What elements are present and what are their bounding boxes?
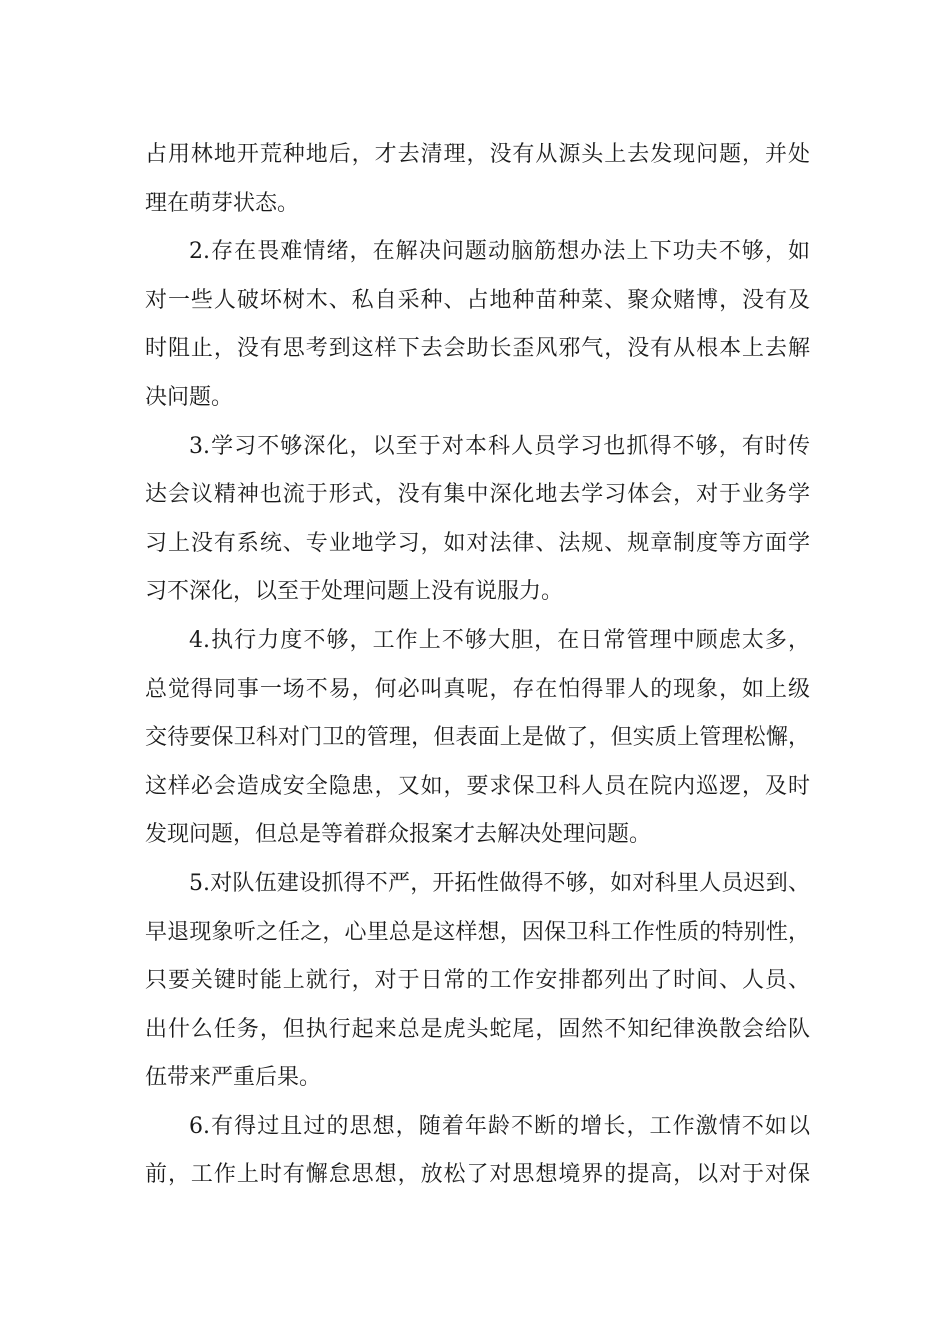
text-line: 出什么任务，但执行起来总是虎头蛇尾，固然不知纪律涣散会给队 xyxy=(145,1016,810,1042)
text-line: 交待要保卫科对门卫的管理，但表面上是做了，但实质上管理松懈， xyxy=(145,725,810,751)
text-line: 只要关键时能上就行，对于日常的工作安排都列出了时间、人员、 xyxy=(145,968,810,994)
text-line: 3.学习不够深化，以至于对本科人员学习也抓得不够，有时传 xyxy=(189,433,810,459)
text-line: 达会议精神也流于形式，没有集中深化地去学习体会，对于业务学 xyxy=(145,482,810,508)
text-line: 这样必会造成安全隐患，又如，要求保卫科人员在院内巡逻，及时 xyxy=(145,773,810,799)
text-line: 总觉得同事一场不易，何必叫真呢，存在怕得罪人的现象，如上级 xyxy=(145,676,810,702)
text-line: 对一些人破坏树木、私自采种、占地种苗种菜、聚众赌博，没有及 xyxy=(145,287,810,313)
text-line: 时阻止，没有思考到这样下去会助长歪风邪气，没有从根本上去解 xyxy=(145,336,810,362)
text-line: 2.存在畏难情绪，在解决问题动脑筋想办法上下功夫不够，如 xyxy=(189,239,810,265)
document-body xyxy=(145,131,810,1200)
text-line: 前，工作上时有懈怠思想，放松了对思想境界的提高，以对于对保 xyxy=(145,1162,810,1188)
text-line: 5.对队伍建设抓得不严，开拓性做得不够，如对科里人员迟到、 xyxy=(189,870,810,896)
text-line: 占用林地开荒种地后，才去清理，没有从源头上去发现问题，并处 xyxy=(145,142,810,167)
text-line: 理在萌芽状态。 xyxy=(145,190,300,216)
text-line: 早退现象听之任之，心里总是这样想，因保卫科工作性质的特别性， xyxy=(145,919,810,945)
text-line: 发现问题，但总是等着群众报案才去解决处理问题。 xyxy=(145,822,652,848)
text-line: 习不深化，以至于处理问题上没有说服力。 xyxy=(145,579,564,605)
text-line: 决问题。 xyxy=(145,384,234,410)
text-line: 6.有得过且过的思想，随着年龄不断的增长，工作激情不如以 xyxy=(189,1113,810,1139)
text-line: 4.执行力度不够，工作上不够大胆，在日常管理中顾虑太多， xyxy=(189,627,810,653)
text-line: 伍带来严重后果。 xyxy=(145,1065,322,1091)
text-line: 习上没有系统、专业地学习，如对法律、法规、规章制度等方面学 xyxy=(145,530,810,556)
